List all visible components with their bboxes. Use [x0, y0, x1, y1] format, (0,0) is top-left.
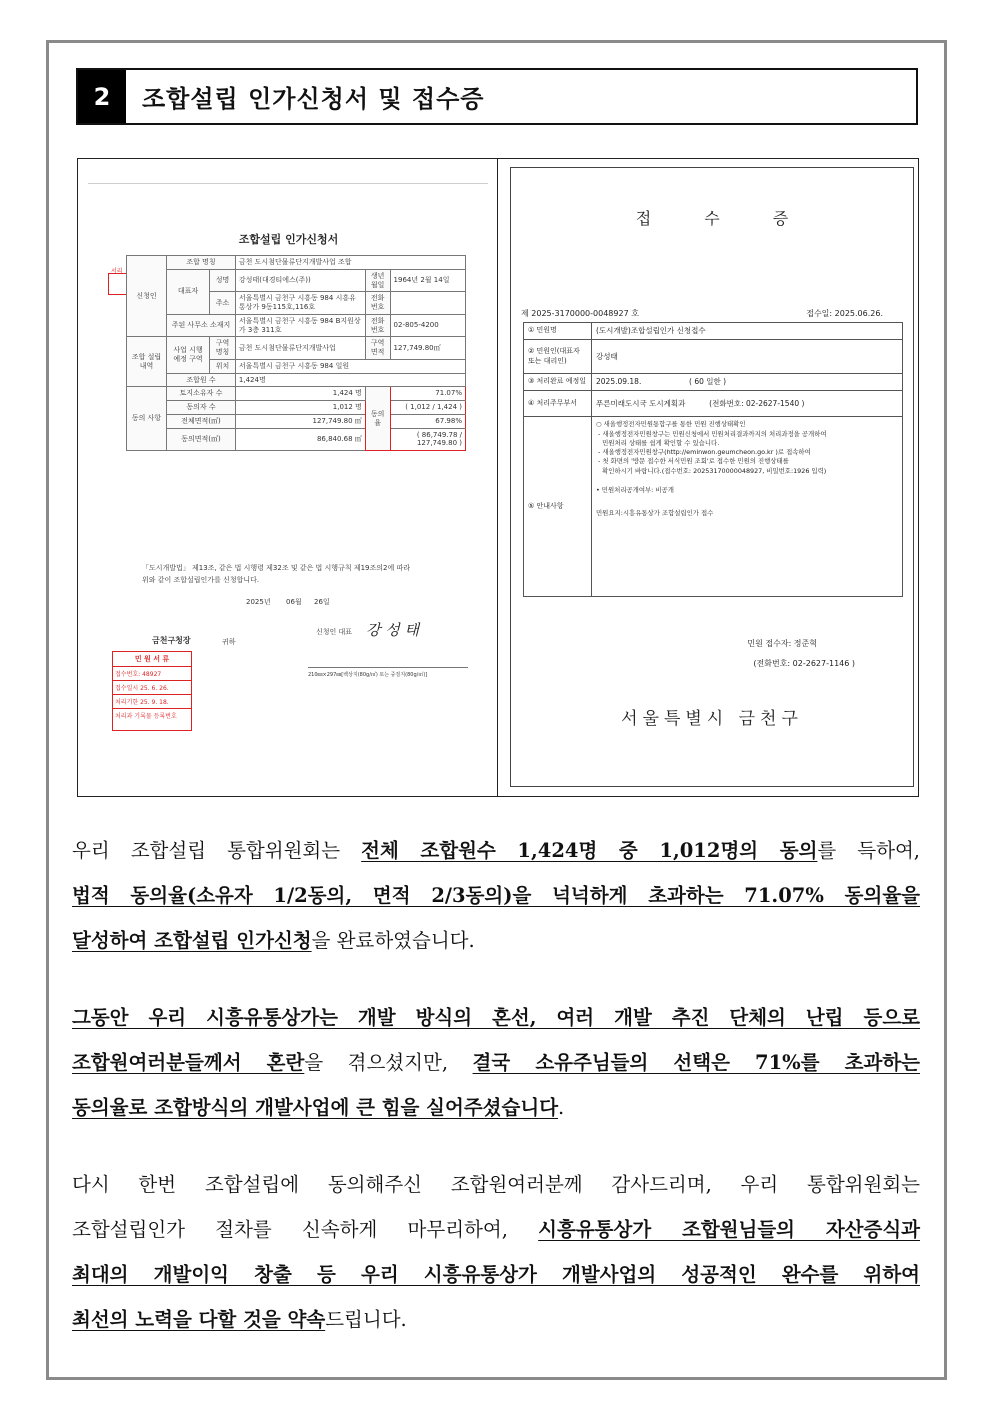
- receipt-image: [498, 159, 918, 796]
- office-phone-label: 전화번호: [365, 314, 390, 337]
- applicant-label: 신청인: [127, 256, 167, 337]
- birth-label: 생년월일: [365, 269, 390, 292]
- rate-2: 67.98%: [390, 414, 465, 428]
- birth-value: 1964년 2월 14일: [390, 269, 465, 292]
- section-header: [76, 68, 918, 125]
- application-form: [86, 171, 491, 781]
- address-label: 주소: [209, 292, 235, 315]
- guide-label: ⑤ 안내사항: [524, 417, 592, 597]
- paragraph-line: [72, 828, 920, 873]
- date-month: 06월: [286, 598, 302, 606]
- consenters-label: 동의자 수: [167, 401, 236, 415]
- paragraph-1: [72, 828, 920, 963]
- office-phone-value: 02-805-4200: [390, 314, 465, 337]
- applicant-sign-label: 신청인 대표: [316, 628, 353, 636]
- paragraph-line: [72, 918, 920, 963]
- receipt-title: 접 수 증: [635, 209, 813, 228]
- text-span: 을 완료하였습니다.: [311, 929, 475, 952]
- paragraph-line: [72, 1252, 920, 1297]
- members-label: 조합원 수: [167, 373, 236, 387]
- guide-line: - 새올행정전자민원창구(http://eminwon.geumcheon.go.kr )로 접속하여: [596, 448, 811, 457]
- document-images: [77, 158, 919, 797]
- location-value: 서울특별시 금천구 시흥동 984 일원: [235, 359, 465, 373]
- consenters-value: 1,012 명: [235, 401, 365, 415]
- stamp-row: 접수번호: 48927: [113, 667, 191, 681]
- emphasis-span: 최대의 개발이익 창출 등 우리 시흥유통상가 개발사업의 성공적인 완수를 위하여: [72, 1263, 920, 1286]
- project-label: 사업 시행 예정 구역: [167, 337, 210, 373]
- receipt-row-label: ④ 처리주무부서: [524, 391, 592, 417]
- receipt-number: 제 2025-3170000-0048927 호: [521, 309, 639, 318]
- date-year: 2025년: [246, 598, 271, 606]
- application-form-table: [126, 255, 466, 451]
- zone-area-label: 구역면적: [365, 337, 390, 360]
- legal-text-1: 「도시개발법」 제13조, 같은 법 시행령 제32조 및 같은 법 시행규칙 제19조의2에 따라: [142, 564, 410, 572]
- office-label: 주된 사무소 소재지: [167, 314, 236, 337]
- consent-area-value: 86,840.68 ㎡: [235, 428, 365, 451]
- recipient-suffix: 귀하: [222, 638, 236, 646]
- association-name-label: 조합 명칭: [167, 256, 236, 270]
- receipt-table: [523, 322, 903, 597]
- text-span: 조합설립인가 절차를 신속하게 마무리하여,: [72, 1218, 539, 1241]
- paper-spec: 210㎜×297㎜[백상지(80g/㎡) 또는 중질지(80g/㎡)]: [308, 672, 428, 678]
- office-value: 서울특별시 금천구 시흥동 984 B지원상가 3층 311호: [235, 314, 365, 337]
- receipt-receiver: 민원 접수자: 정준혁: [747, 639, 817, 648]
- name-value: 강성태(대경티에스(주)): [235, 269, 365, 292]
- form-title: 조합설립 인가신청서: [238, 233, 339, 246]
- location-label: 위치: [209, 359, 235, 373]
- application-form-image: [78, 159, 498, 796]
- stamp-row: 접수일시 25. 6. 26.: [113, 681, 191, 695]
- section-title: 조합설립 인가신청서 및 접수증: [142, 85, 485, 113]
- paragraph-line: [72, 995, 920, 1040]
- section-number: 2: [78, 70, 126, 123]
- text-span: 다시 한번 조합설립에 동의해주신 조합원여러분께 감사드리며, 우리 통합위원회는: [72, 1173, 920, 1196]
- legal-text-2: 위와 같이 조합설립인가를 신청합니다.: [142, 576, 260, 584]
- guide-line: - 첫 화면의 '방문 접수한 서식민원 조회'로 접수한 민원의 진행상태를: [596, 457, 789, 466]
- emphasis-span: 최선의 노력을 다할 것을 약속: [72, 1308, 326, 1331]
- consent-area-label: 동의면적(㎡): [167, 428, 236, 451]
- representative-label: 대표자: [167, 269, 210, 314]
- guide-line: 민원처리 상태를 쉽게 확인할 수 있습니다.: [596, 438, 720, 447]
- members-value: 1,424명: [235, 373, 465, 387]
- guide-line: ○ 새올행정전자민원통합구를 통한 민원 진행상태확인: [596, 420, 746, 429]
- address-value: 서울특별시 금천구 시흥동 984 시흥유통상가 9동115호,116호: [235, 292, 365, 315]
- stamp-row: 처리기한 25. 9. 18.: [113, 695, 191, 709]
- paragraph-line: [72, 1040, 920, 1085]
- rate-2-detail: ( 86,749.78 / 127,749.80 ): [390, 428, 465, 451]
- receipt-row-label: ① 민원명: [524, 323, 592, 340]
- scan-artifact: [88, 183, 488, 184]
- emphasis-span: 법적 동의율(소유자 1/2동의, 면적 2/3동의)을 넉넉하게 초과하는 71.07% 동의율을: [72, 884, 920, 907]
- details-label: 조합 설립 내역: [127, 337, 167, 387]
- receipt-row-label: ③ 처리완료 예정일: [524, 374, 592, 391]
- zone-name-value: 금천 도시첨단물류단지개발사업: [235, 337, 365, 360]
- phone-label: 전화번호: [365, 292, 390, 315]
- receipt-receiver-phone: (전화번호: 02-2627-1146 ): [753, 659, 855, 668]
- stamp-row: 처리과 기록물 등록번호: [115, 713, 177, 720]
- receipt-row-value: 강성태: [592, 340, 903, 374]
- receipt-row-value: 2025.09.18. ( 60 일한 ): [592, 374, 903, 391]
- text-span: .: [558, 1096, 565, 1119]
- paragraph-line: [72, 1207, 920, 1252]
- paragraph-line: [72, 1297, 920, 1342]
- receipt-date: 접수일: 2025.06.26.: [806, 309, 883, 318]
- mark-label: 서리: [111, 268, 123, 275]
- owners-value: 1,424 명: [235, 387, 365, 401]
- text-span: 을 겪으셨지만,: [304, 1051, 473, 1074]
- emphasis-span: 전체 조합원수 1,424명 중 1,012명의 동의: [361, 839, 818, 862]
- receipt-row-label: ② 민원인(대표자 또는 대리인): [524, 340, 592, 374]
- paragraph-3: [72, 1162, 920, 1342]
- consent-label: 동의 사항: [127, 387, 167, 451]
- text-span: 를 득하여,: [817, 839, 920, 862]
- guide-content: [592, 417, 903, 597]
- phone-value: [390, 292, 465, 315]
- text-span: 드립니다.: [325, 1308, 407, 1331]
- guide-line: - 새올행정전자민원창구는 민원신청에서 민원처리결과까지의 처리과정을 공개하여: [596, 429, 827, 438]
- emphasis-span: 그동안 우리 시흥유통상가는 개발 방식의 혼선, 여러 개발 추진 단체의 난립 등으로: [72, 1006, 920, 1029]
- applicant-signature: 강 성 태: [366, 621, 420, 639]
- total-area-label: 전체면적(㎡): [167, 414, 236, 428]
- emphasis-span: 달성하여 조합설립 인가신청: [72, 929, 312, 952]
- guide-line: • 민원처리공개여부: 비공개: [596, 485, 674, 494]
- association-name-value: 금천 도시첨단물류단지개발사업 조합: [235, 256, 465, 270]
- emphasis-span: 동의율로 조합방식의 개발사업에 큰 힘을 실어주셨습니다: [72, 1096, 559, 1119]
- zone-area-value: 127,749.80㎡: [390, 337, 465, 360]
- guide-line: 확인하시기 바랍니다.(접수번호: 20253170000048927, 비밀번호:1926 입력): [596, 466, 827, 475]
- receipt-office: 서울특별시 금천구: [621, 709, 803, 729]
- stamp-title: 민 원 서 류: [113, 652, 191, 667]
- rate-1: 71.07%: [390, 387, 465, 401]
- owners-label: 토지소유자 수: [167, 387, 236, 401]
- zone-name-label: 구역 명칭: [209, 337, 235, 360]
- paragraph-line: [72, 1085, 920, 1130]
- date-day: 26일: [314, 598, 330, 606]
- total-area-value: 127,749.80 ㎡: [235, 414, 365, 428]
- emphasis-span: 시흥유통상가 조합원님들의 자산증식과: [538, 1218, 921, 1241]
- receipt-row-value: 푸른미래도시국 도시계획과 (전화번호: 02-2627-1540 ): [592, 391, 903, 417]
- name-label: 성명: [209, 269, 235, 292]
- receipt-row-value: (도시개발)조합설립인가 신청접수: [592, 323, 903, 340]
- paragraph-2: [72, 995, 920, 1130]
- recipient: 금천구청장: [152, 636, 191, 645]
- footer-divider: [308, 667, 468, 668]
- receipt-stamp: [112, 651, 192, 731]
- paragraph-line: [72, 1162, 920, 1207]
- guide-line: 민원요지:시흥유통상가 조합설립인가 접수: [596, 509, 714, 518]
- rate-1-detail: ( 1,012 / 1,424 ): [390, 401, 465, 415]
- paragraph-line: [72, 873, 920, 918]
- emphasis-span: 조합원여러분들께서 혼란: [72, 1051, 305, 1074]
- emphasis-span: 결국 소유주님들의 선택은 71%를 초과하는: [472, 1051, 920, 1074]
- text-span: 우리 조합설립 통합위원회는: [72, 839, 362, 862]
- consent-rate-label: 동의율: [365, 387, 390, 451]
- receipt: [510, 167, 914, 787]
